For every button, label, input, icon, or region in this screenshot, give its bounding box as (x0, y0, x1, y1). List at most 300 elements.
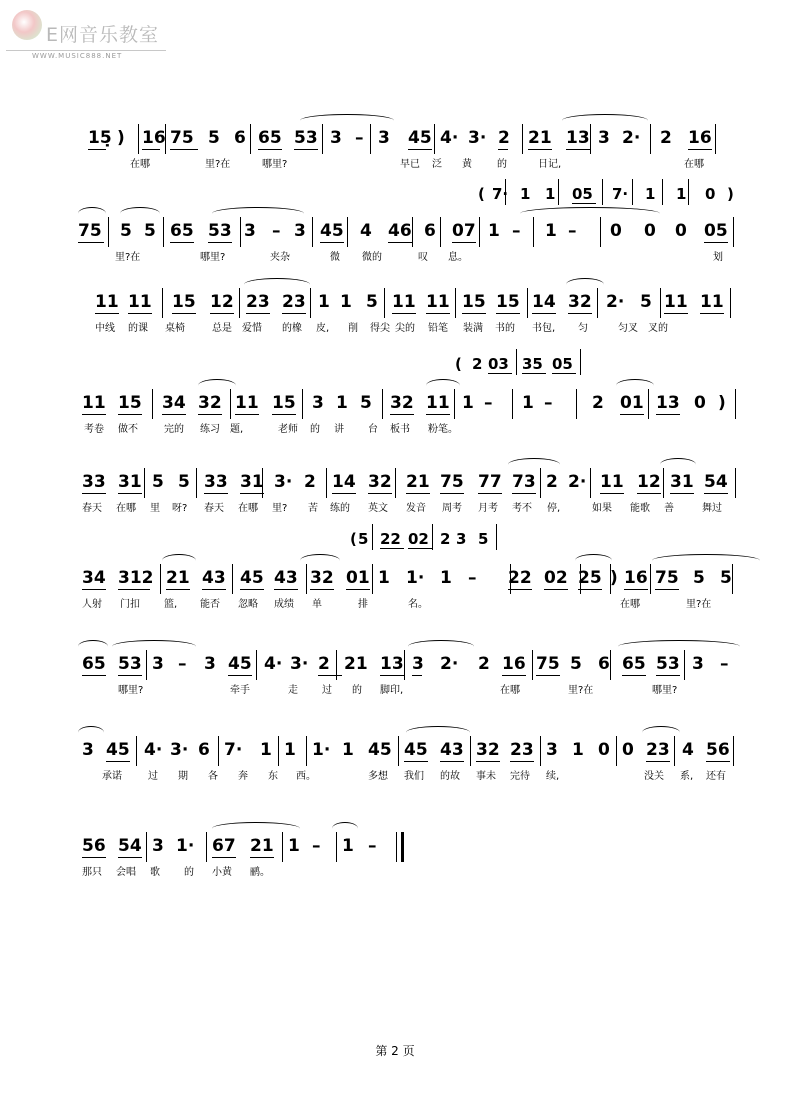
bar-line (730, 288, 731, 318)
tie-arc (566, 278, 604, 291)
note: 15 (172, 292, 196, 312)
lyric: 走 (288, 685, 298, 696)
note: 16 (142, 128, 166, 148)
note: 15 (462, 292, 486, 312)
underline (510, 761, 534, 762)
note: 11 (128, 292, 152, 312)
lyric-line (0, 770, 790, 786)
note: 6 (598, 654, 610, 674)
lyric: 叹 (418, 252, 428, 263)
underline (272, 414, 296, 415)
intro-note: 5 (358, 530, 369, 548)
bar-line (196, 468, 197, 498)
note: 16 (624, 568, 648, 588)
note: 0 (598, 740, 610, 760)
underline (208, 242, 232, 243)
bar-line (590, 124, 591, 154)
underline (118, 493, 142, 494)
note: 11 (664, 292, 688, 312)
underline (106, 761, 130, 762)
underline (406, 493, 430, 494)
lyric-line (0, 322, 790, 338)
lyric: 匀叉 (618, 323, 638, 334)
note: 11 (392, 292, 416, 312)
underline (240, 589, 264, 590)
underline (522, 373, 546, 374)
note: 77 (478, 472, 502, 492)
tie-arc (198, 379, 236, 392)
lyric: 里? (272, 503, 288, 514)
logo-flower-icon (12, 10, 42, 40)
note: 1 (440, 568, 452, 588)
note: 1 (342, 740, 354, 760)
tie-arc (78, 640, 108, 653)
underline (478, 493, 502, 494)
underline (235, 414, 259, 415)
bar-line (240, 217, 241, 247)
note: 32 (368, 472, 392, 492)
note: 54 (118, 836, 142, 856)
note: 1 (522, 393, 534, 413)
underline (655, 589, 679, 590)
bar-line (522, 124, 523, 154)
note: 3 (598, 128, 610, 148)
note: 1· (312, 740, 331, 760)
lyric: 练习 (200, 424, 220, 435)
note: – (368, 836, 377, 856)
underline (508, 589, 532, 590)
note: 11 (600, 472, 624, 492)
tie-arc (300, 554, 340, 567)
note: 21 (166, 568, 190, 588)
lyric: 发音 (406, 503, 426, 514)
note-line (0, 836, 790, 860)
bar-line (505, 179, 506, 205)
lyric: 过 (148, 771, 158, 782)
underline (212, 857, 236, 858)
lyric: 里 (150, 503, 160, 514)
note: 0 (675, 221, 687, 241)
underline (408, 548, 432, 549)
bar-line (532, 650, 533, 680)
lyric: 练的 (330, 503, 350, 514)
bar-line (412, 217, 413, 247)
underline (568, 313, 592, 314)
note: 53 (656, 654, 680, 674)
bar-line (302, 389, 303, 419)
underline (368, 493, 392, 494)
underline (118, 675, 142, 676)
bar-line (306, 736, 307, 766)
underline (294, 149, 318, 150)
tie-arc (508, 458, 560, 471)
bar-line (455, 288, 456, 318)
bar-line (610, 564, 611, 594)
bar-line (440, 217, 441, 247)
bar-line (336, 832, 337, 862)
underline (532, 313, 556, 314)
note: 45 (228, 654, 252, 674)
lyric: 早已 (400, 159, 420, 170)
bar-line (160, 564, 161, 594)
underline (578, 589, 602, 590)
note: 31 (118, 472, 142, 492)
note: 2· (622, 128, 641, 148)
intro-note: ) (727, 185, 734, 203)
note: 13 (380, 654, 404, 674)
underline (82, 493, 106, 494)
note: 45 (368, 740, 392, 760)
note: 312 (118, 568, 154, 588)
note: 15 (118, 393, 142, 413)
note: 53 (294, 128, 318, 148)
lyric: 苦 (308, 503, 318, 514)
lyric: 的故 (440, 771, 460, 782)
note: 21 (406, 472, 430, 492)
note: 1· (406, 568, 425, 588)
note: 11 (700, 292, 724, 312)
lyric: 名。 (408, 599, 428, 610)
lyric: 微的 (362, 252, 382, 263)
note: 1 (545, 221, 557, 241)
logo-url: WWW.MUSIC888.NET (32, 52, 123, 60)
logo-divider (6, 50, 166, 51)
underline (78, 242, 104, 243)
bar-line (479, 217, 480, 247)
tie-arc (300, 114, 394, 127)
tie-arc (162, 554, 196, 567)
intro-note: 1 (545, 185, 556, 203)
note: 65 (82, 654, 106, 674)
lyric: 的 (497, 159, 507, 170)
note: 21 (528, 128, 552, 148)
note: 22 (508, 568, 532, 588)
lyric: 的 (310, 424, 320, 435)
underline (118, 857, 142, 858)
underline (388, 242, 412, 243)
note: 5 (360, 393, 372, 413)
intro-note: 05 (552, 355, 573, 373)
lyric: 多想 (368, 771, 388, 782)
note: 43 (202, 568, 226, 588)
note: 46 (388, 221, 412, 241)
note: – (544, 393, 553, 413)
note: 11 (82, 393, 106, 413)
note: 5 (208, 128, 220, 148)
underline (544, 589, 568, 590)
note: 32 (390, 393, 414, 413)
tie-arc (406, 726, 470, 739)
note: 3 (152, 836, 164, 856)
intro-note: 5 (478, 530, 489, 548)
note: 3 (378, 128, 390, 148)
note: 1 (572, 740, 584, 760)
lyric: 呀? (172, 503, 188, 514)
bar-line (674, 736, 675, 766)
note: 75 (170, 128, 194, 148)
underline (380, 548, 404, 549)
lyric: 那只 (82, 867, 102, 878)
lyric: 完待 (510, 771, 530, 782)
note: 14 (332, 472, 356, 492)
lyric: 黄 (462, 159, 472, 170)
note-line (0, 568, 790, 592)
note: ) (718, 393, 726, 413)
note: 43 (440, 740, 464, 760)
underline (320, 242, 344, 243)
bar-line (600, 217, 601, 247)
note: 4 (682, 740, 694, 760)
underline (624, 589, 648, 590)
intro-note: 2 (440, 530, 451, 548)
lyric: 书的 (495, 323, 515, 334)
lyric: 的课 (128, 323, 148, 334)
note: 3 (294, 221, 306, 241)
bar-line (527, 288, 528, 318)
lyric: 各 (208, 771, 218, 782)
note: 2 (498, 128, 510, 148)
note: 02 (544, 568, 568, 588)
lyric: 爱惜 (242, 323, 262, 334)
underline (600, 493, 624, 494)
bar-line (163, 217, 164, 247)
underline (426, 313, 450, 314)
intro-note: ( (350, 530, 357, 548)
tie-arc (652, 554, 760, 567)
lyric: 桌椅 (165, 323, 185, 334)
bar-line (278, 736, 279, 766)
lyric: 人射 (82, 599, 102, 610)
lyric: 歌 (150, 867, 160, 878)
note: 1 (284, 740, 296, 760)
note: 4 (360, 221, 372, 241)
note: 0 (694, 393, 706, 413)
tie-arc (426, 379, 460, 392)
note: 32 (568, 292, 592, 312)
lyric: 能否 (200, 599, 220, 610)
intro-note: 7· (612, 185, 629, 203)
lyric: 会唱 (116, 867, 136, 878)
lyric: 在哪 (116, 503, 136, 514)
lyric-line (0, 598, 790, 614)
lyric: 排 (358, 599, 368, 610)
note: – (312, 836, 321, 856)
lyric: 还有 (706, 771, 726, 782)
underline (240, 493, 264, 494)
tie-arc (618, 640, 740, 653)
underline (412, 675, 422, 676)
lyric: 哪里? (200, 252, 226, 263)
note: 45 (240, 568, 264, 588)
underline (170, 242, 194, 243)
underline (440, 761, 464, 762)
note: 5 (178, 472, 190, 492)
note: 0 (610, 221, 622, 241)
lyric: 事未 (476, 771, 496, 782)
bar-line (372, 524, 373, 550)
note: 4· (144, 740, 163, 760)
lyric: 得尖 (370, 323, 390, 334)
lyric: 我们 (404, 771, 424, 782)
underline (512, 493, 536, 494)
note: 1 (336, 393, 348, 413)
note: 43 (274, 568, 298, 588)
underline (95, 313, 119, 314)
note: 45 (404, 740, 428, 760)
note: 5 (120, 221, 132, 241)
note: 1 (342, 836, 354, 856)
lyric-line (0, 251, 790, 267)
tie-arc (112, 640, 196, 653)
intro-note: 1 (520, 185, 531, 203)
lyric: 东 (268, 771, 278, 782)
lyric: 里?在 (568, 685, 594, 696)
lyric-line (0, 866, 790, 882)
bar-line (239, 288, 240, 318)
intro-note: 3 (456, 530, 467, 548)
lyric: 西。 (296, 771, 316, 782)
underline (404, 761, 428, 762)
lyric: 期 (178, 771, 188, 782)
bar-line (684, 650, 685, 680)
intro-line (0, 185, 790, 209)
underline (198, 414, 222, 415)
lyric: 的 (184, 867, 194, 878)
note: 3 (330, 128, 342, 148)
note: 45 (408, 128, 432, 148)
note: 1 (340, 292, 352, 312)
lyric: 没关 (644, 771, 664, 782)
tie-arc (642, 726, 680, 739)
bar-line (152, 389, 153, 419)
note: – (720, 654, 729, 674)
bar-line (540, 468, 541, 498)
lyric: 考不 (512, 503, 532, 514)
intro-line (0, 355, 790, 379)
bar-line (715, 124, 716, 154)
lyric: 书包, (532, 323, 556, 334)
lyric-line (0, 158, 790, 174)
note: 15 (496, 292, 520, 312)
bar-line (382, 389, 383, 419)
intro-note: 2 (472, 355, 483, 373)
note: 15̣ (88, 128, 112, 148)
bar-line (384, 288, 385, 318)
tie-arc (212, 822, 300, 835)
final-barline (396, 832, 404, 862)
underline (204, 493, 228, 494)
underline (390, 414, 414, 415)
bar-line (250, 124, 251, 154)
underline (228, 675, 252, 676)
note: 32 (476, 740, 500, 760)
lyric: 门扣 (120, 599, 140, 610)
note: 15 (272, 393, 296, 413)
lyric: 板书 (390, 424, 410, 435)
note: 11 (235, 393, 259, 413)
bar-line (206, 832, 207, 862)
bar-line (434, 124, 435, 154)
note: 5 (720, 568, 732, 588)
underline (700, 313, 724, 314)
note: 3 (412, 654, 424, 674)
note-line (0, 393, 790, 417)
lyric: 里?在 (115, 252, 141, 263)
underline (496, 313, 520, 314)
underline (656, 414, 680, 415)
lyric: 装满 (463, 323, 483, 334)
underline (572, 203, 596, 204)
underline (202, 589, 226, 590)
intro-line (0, 530, 790, 554)
tie-arc (78, 207, 106, 220)
note: 32 (198, 393, 222, 413)
underline (704, 493, 728, 494)
lyric: 哪里? (262, 159, 288, 170)
note: 6 (198, 740, 210, 760)
lyric: 小黄 (212, 867, 232, 878)
note-line (0, 472, 790, 496)
tie-arc (120, 207, 160, 220)
lyric: 奔 (238, 771, 248, 782)
note: – (484, 393, 493, 413)
lyric: 微 (330, 252, 340, 263)
note: 23 (246, 292, 270, 312)
lyric: 在哪 (620, 599, 640, 610)
lyric: 泛 (432, 159, 442, 170)
tie-arc (660, 458, 696, 471)
lyric: 皮, (316, 323, 330, 334)
lyric: 能歌 (630, 503, 650, 514)
lyric-line (0, 502, 790, 518)
intro-note: 0 (705, 185, 716, 203)
bar-line (533, 217, 534, 247)
bar-line (395, 468, 396, 498)
note: 45 (320, 221, 344, 241)
tie-arc (212, 207, 304, 220)
note: – (468, 568, 477, 588)
lyric: 做不 (118, 424, 138, 435)
lyric: 系, (680, 771, 694, 782)
lyric: 老师 (278, 424, 298, 435)
bar-line (312, 217, 313, 247)
note: 75 (78, 221, 102, 241)
intro-note: 03 (488, 355, 509, 373)
note-line (0, 654, 790, 678)
note-line (0, 292, 790, 316)
note: 2 (304, 472, 316, 492)
underline (82, 589, 106, 590)
lyric: 考卷 (84, 424, 104, 435)
note: 5 (366, 292, 378, 312)
underline (498, 149, 508, 150)
bar-line (398, 736, 399, 766)
note: 3· (170, 740, 189, 760)
bar-line (662, 179, 663, 205)
note: 2· (568, 472, 587, 492)
note: 67 (212, 836, 236, 856)
note: 65 (258, 128, 282, 148)
underline (282, 313, 306, 314)
note: 34 (82, 568, 106, 588)
note: 7· (224, 740, 243, 760)
bar-line (597, 288, 598, 318)
note: 3· (290, 654, 309, 674)
bar-line (735, 468, 736, 498)
note: 01 (346, 568, 370, 588)
bar-line (326, 468, 327, 498)
note: 13 (566, 128, 590, 148)
